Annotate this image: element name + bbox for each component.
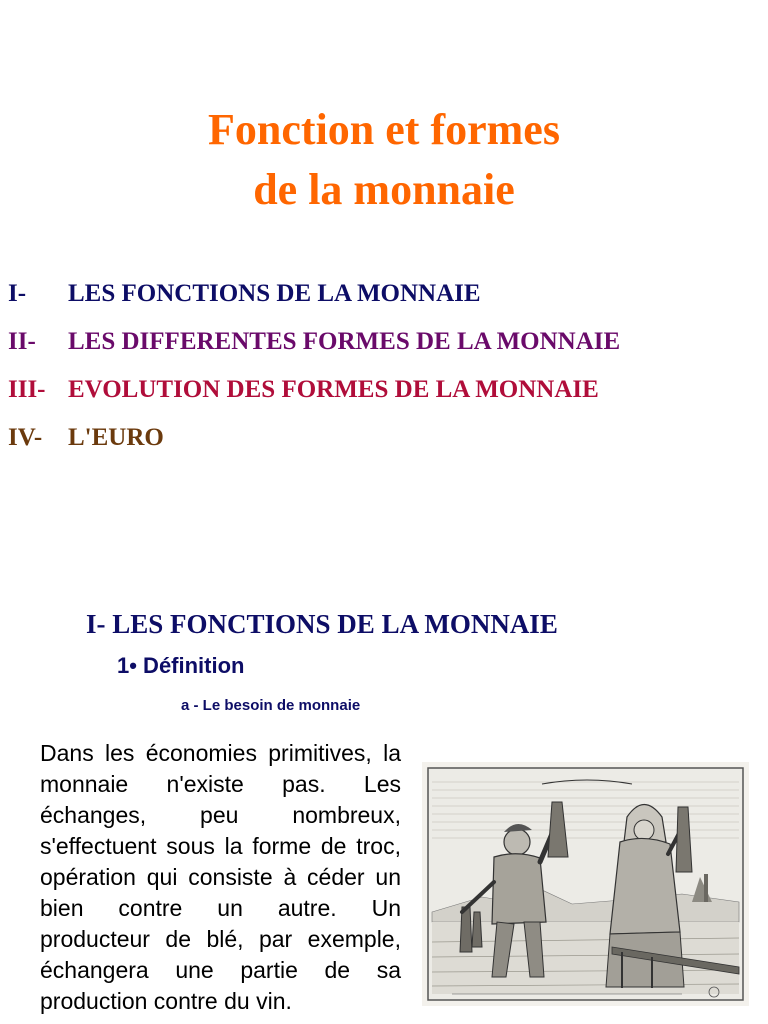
section-subheading: 1• Définition: [117, 653, 245, 678]
toc-label: LES DIFFERENTES FORMES DE LA MONNAIE: [68, 328, 621, 355]
toc-label: LES FONCTIONS DE LA MONNAIE: [68, 280, 481, 307]
toc-number: II-: [8, 328, 36, 355]
section-heading: I- LES FONCTIONS DE LA MONNAIE: [86, 609, 558, 639]
page-title-line-2: de la monnaie: [253, 165, 515, 214]
barter-engraving-image: [422, 762, 749, 1006]
page-title-line-1: Fonction et formes: [208, 105, 560, 154]
toc-number: IV-: [8, 424, 43, 451]
body-paragraph: Dans les économies primitives, la monnaie n'existe pas. Les échanges, peu nombreux, s'effectuent sous la forme de troc, opération qui consiste à céder un bien contre un autre. Un producteur de blé, par exemple, échangera une partie de sa production contre du vin.: [40, 740, 401, 1014]
toc-number: III-: [8, 376, 46, 403]
page-title: [0, 100, 768, 220]
toc-label: EVOLUTION DES FORMES DE LA MONNAIE: [68, 376, 599, 403]
toc-number: I-: [8, 280, 27, 307]
toc-label: L'EURO: [68, 424, 164, 451]
section-subsubheading: a - Le besoin de monnaie: [181, 697, 361, 714]
